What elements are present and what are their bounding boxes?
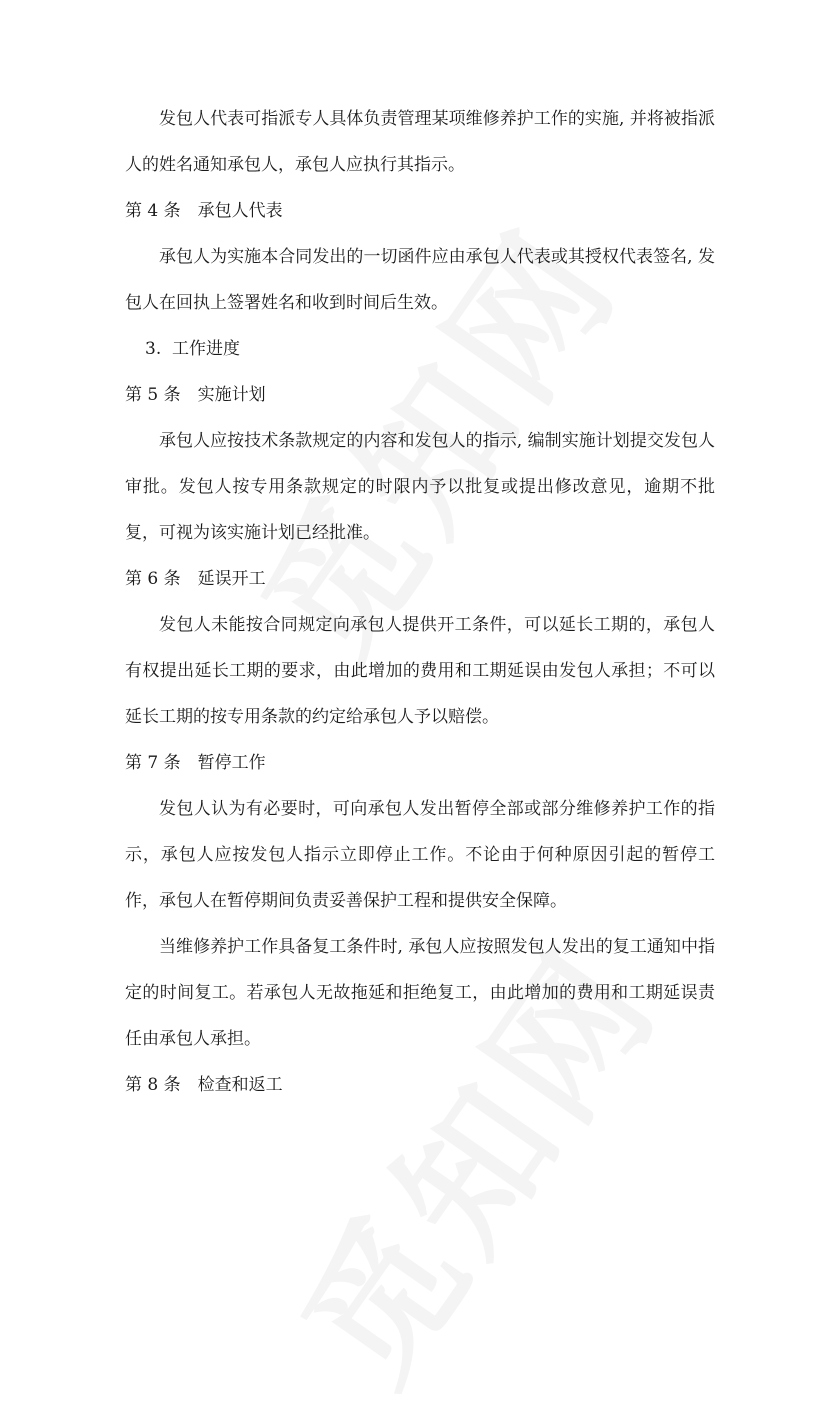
paragraph-delayed-start: 发包人未能按合同规定向承包人提供开工条件，可以延长工期的，承包人有权提出延长工期的要求，由此增加的费用和工期延误由发包人承担；不可以延长工期的按专用条款的约定给承包人予以赔偿。 [125, 615, 715, 727]
article-4-heading: 第 4 条 承包人代表 [125, 201, 283, 221]
section-3-heading: 3. 工作进度 [145, 339, 241, 359]
article-5-heading: 第 5 条 实施计划 [125, 385, 266, 405]
article-8-heading: 第 8 条 检查和返工 [125, 1075, 283, 1095]
paragraph-implementation-plan: 承包人应按技术条款规定的内容和发包人的指示, 编制实施计划提交发包人审批。发包人按专用条款规定的时限内予以批复或提出修改意见，逾期不批复，可视为该实施计划已经批准。 [125, 431, 715, 543]
article-6-heading: 第 6 条 延误开工 [125, 569, 266, 589]
paragraph-designated-person: 发包人代表可指派专人具体负责管理某项维修养护工作的实施, 并将被指派人的姓名通知承包人，承包人应执行其指示。 [125, 109, 715, 175]
paragraph-suspension: 发包人认为有必要时，可向承包人发出暂停全部或部分维修养护工作的指示，承包人应按发包人指示立即停止工作。不论由于何种原因引起的暂停工作，承包人在暂停期间负责妥善保护工程和提供安全保障。 [125, 799, 715, 911]
document-body [125, 96, 715, 1108]
paragraph-contractor-letters: 承包人为实施本合同发出的一切函件应由承包人代表或其授权代表签名, 发包人在回执上签署姓名和收到时间后生效。 [125, 247, 715, 313]
article-7-heading: 第 7 条 暂停工作 [125, 753, 266, 773]
paragraph-resumption: 当维修养护工作具备复工条件时, 承包人应按照发包人发出的复工通知中指定的时间复工。若承包人无故拖延和拒绝复工，由此增加的费用和工期延误责任由承包人承担。 [125, 937, 715, 1049]
